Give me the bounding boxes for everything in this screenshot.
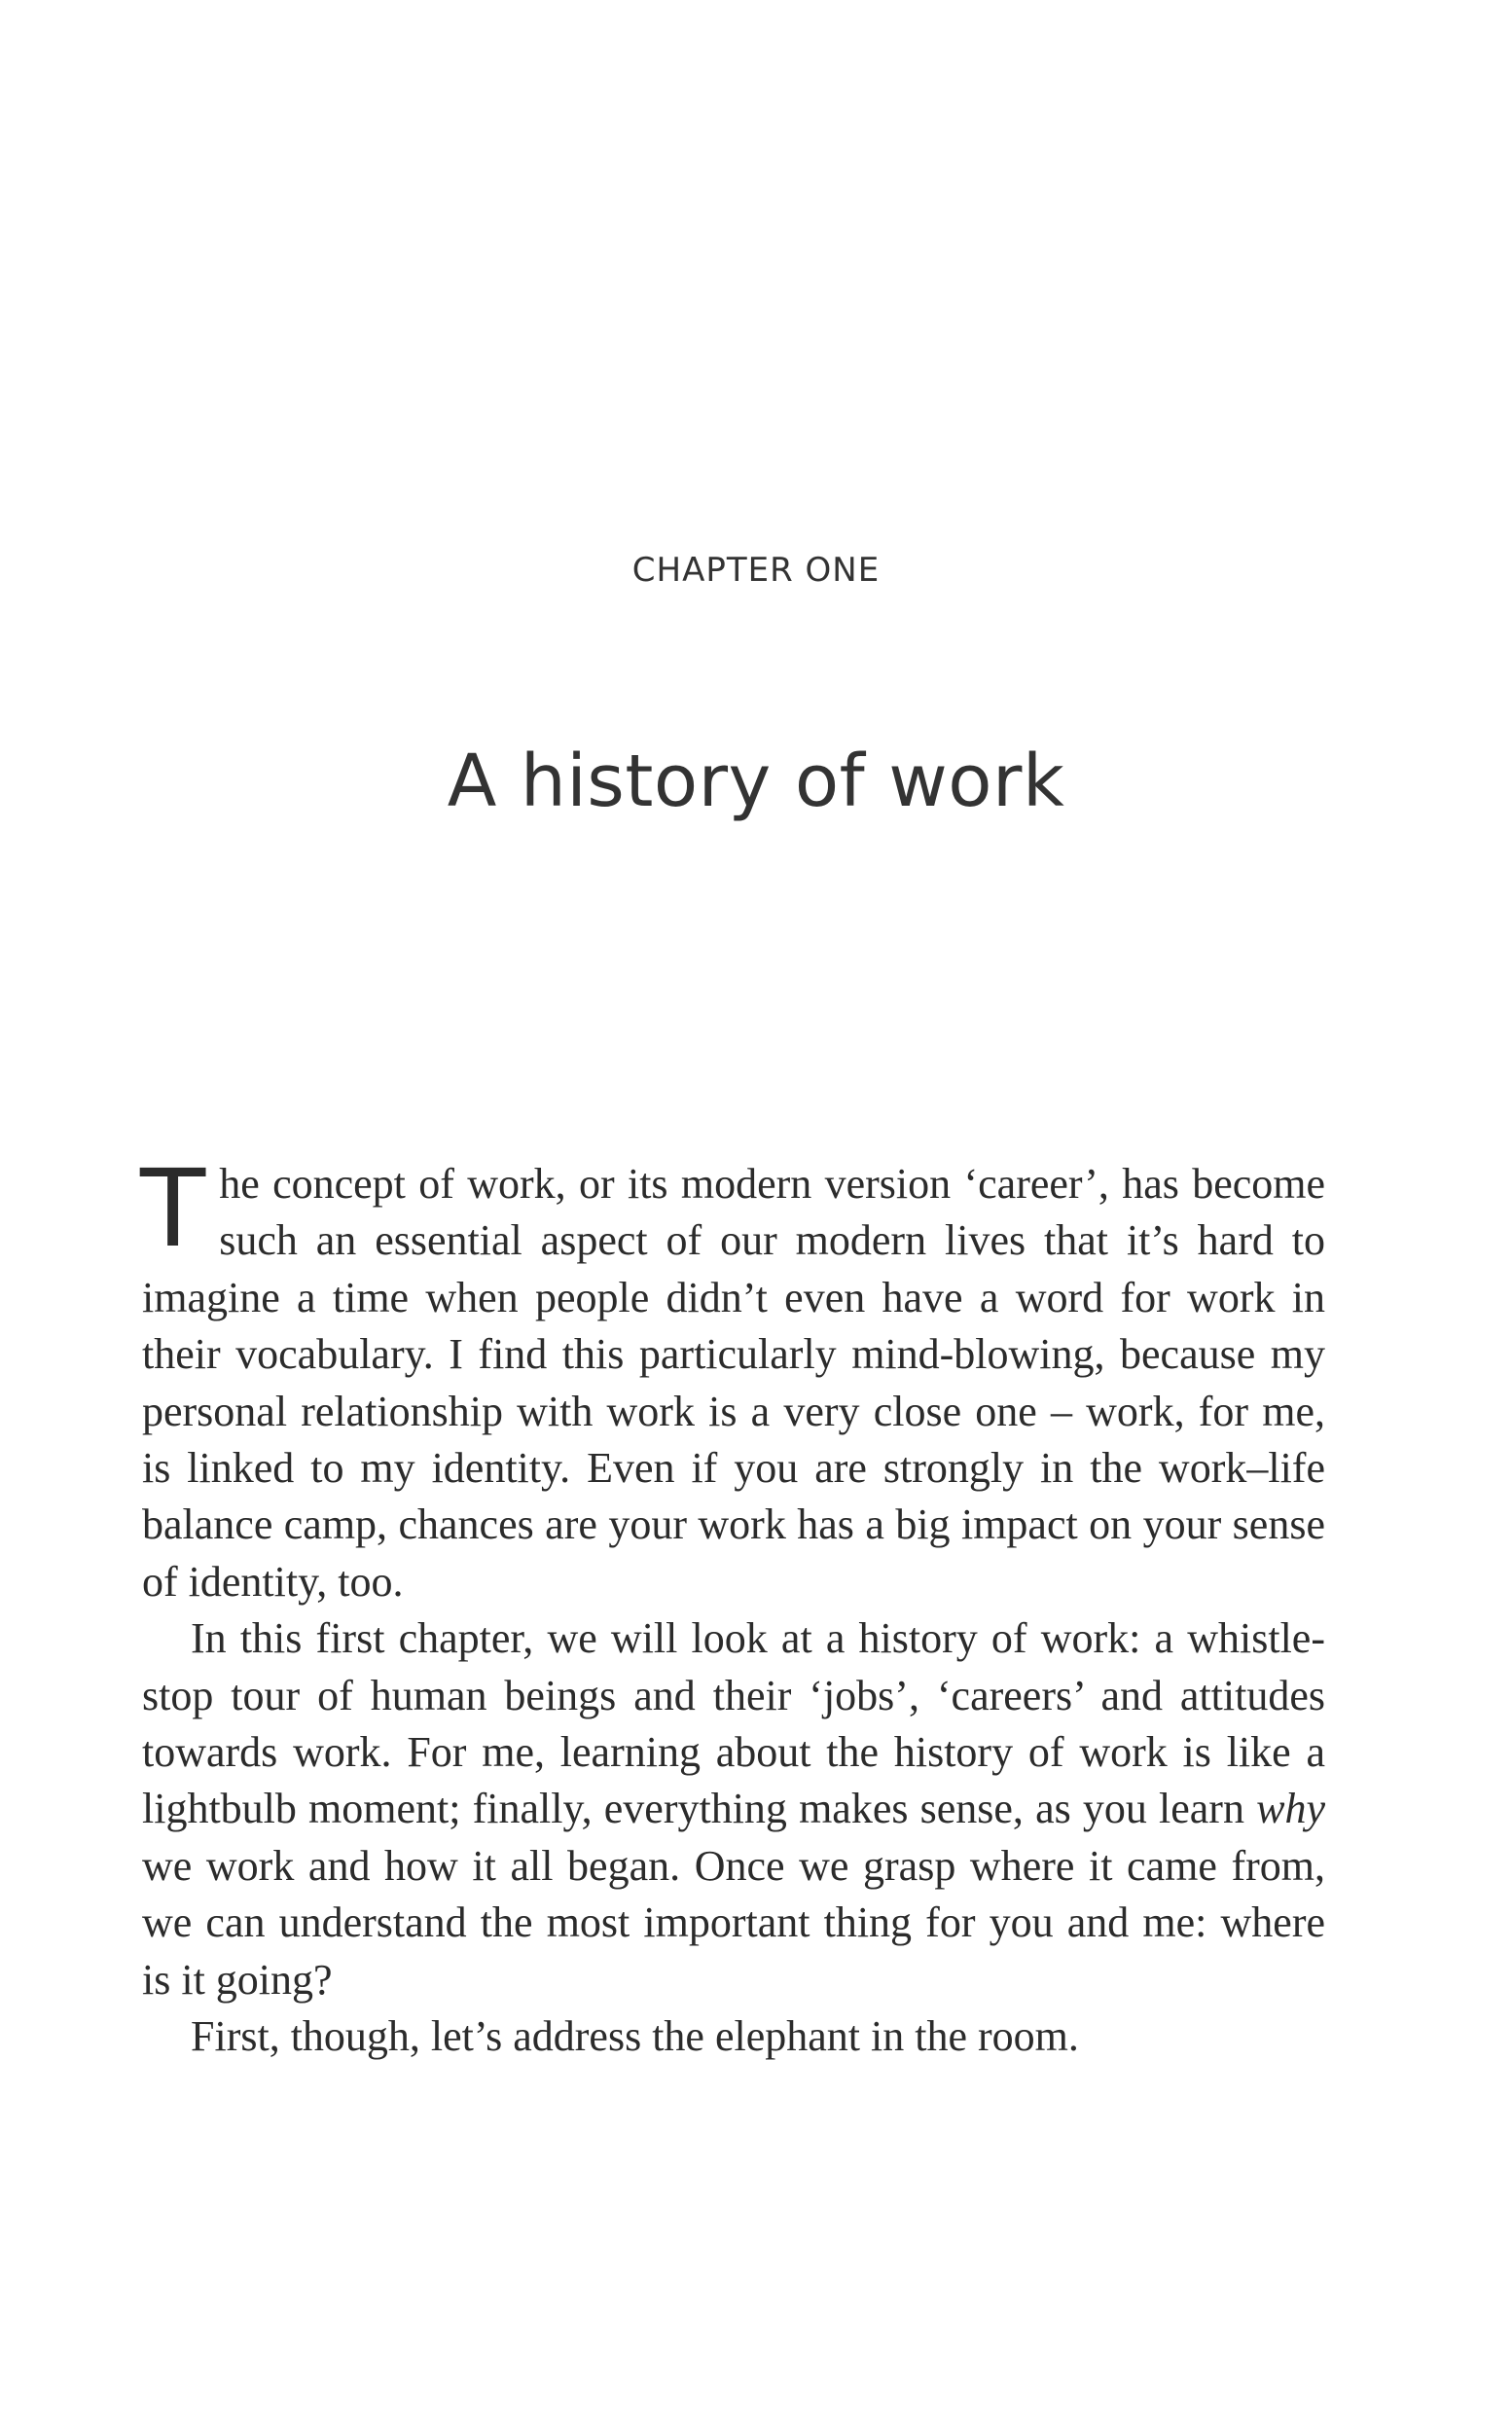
paragraph-second [142, 1610, 1325, 2008]
emphasis-why: why [1256, 1785, 1325, 1833]
chapter-title: A history of work [447, 740, 1065, 823]
chapter-label: CHAPTER ONE [631, 551, 881, 590]
paragraph-opening [140, 1146, 1325, 1610]
paragraph-second-text-end: we work and how it all began. Once we grasp where it came from, we can understand the most important thing for you and me: where is it going? [142, 1841, 1325, 2004]
paragraph-third [142, 2008, 1325, 2065]
chapter-body [140, 1146, 1325, 2066]
paragraph-second-text-start: In this first chapter, we will look at a history of work: a whistle-stop tour of human beings and their ‘jobs’, ‘careers’ and attitudes towards work. For me, learning about the history of work is like a lightbulb moment; finally, everything makes sense, as you learn [142, 1614, 1325, 1833]
drop-cap: T [140, 1146, 206, 1271]
paragraph-third-text: First, though, let’s address the elephant in the room. [191, 2012, 1079, 2061]
paragraph-opening-text: he concept of work, or its modern version ‘career’, has become such an essential aspect of our modern lives that it’s hard to imagine a time when people didn’t even have a word for work in their vocabulary. I find this particularly mind-blowing, because my personal relationship with work is a very close one – work, for me, is linked to my identity. Even if you are strongly in the work–life balance camp, chances are your work has a big impact on your sense of identity, too. [142, 1160, 1325, 1606]
